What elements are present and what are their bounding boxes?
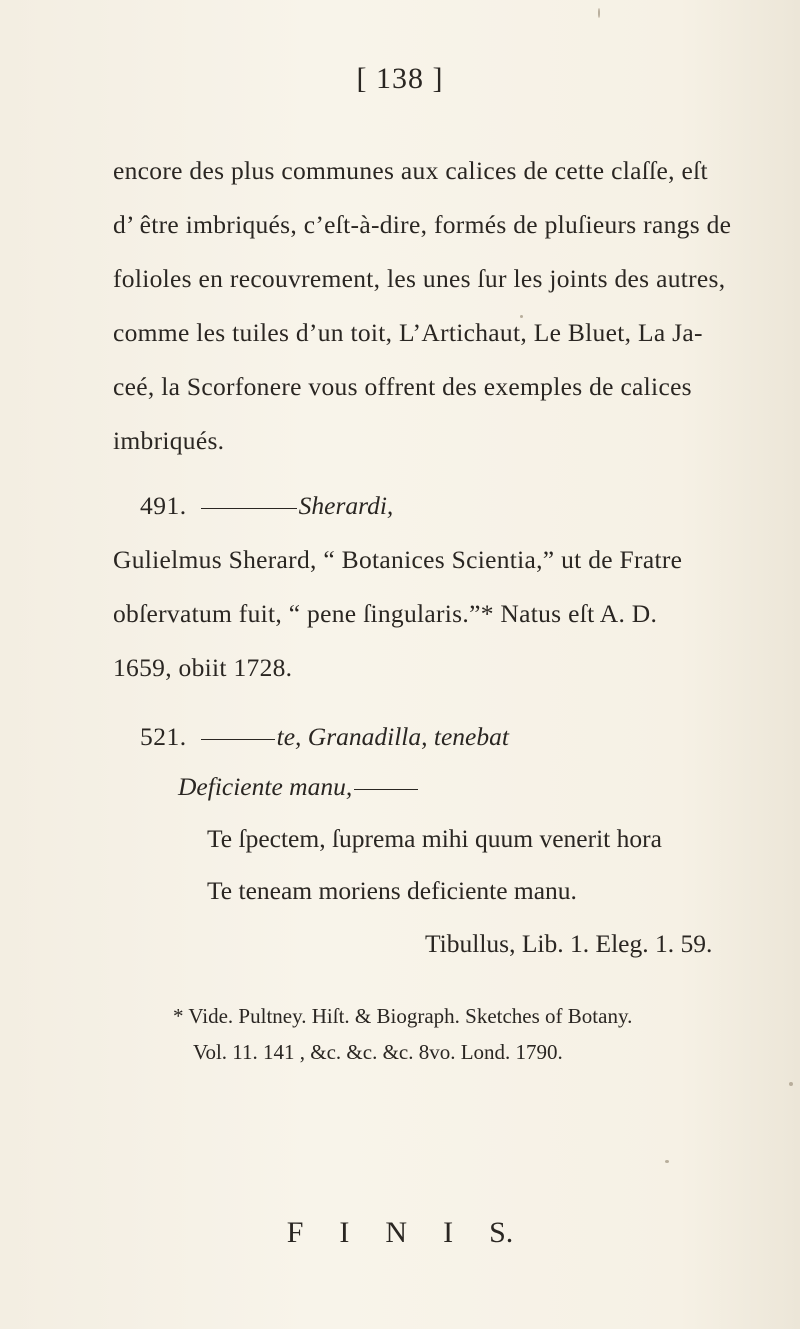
finis-letter: S. [489,1216,514,1249]
verse-line: Te ſpectem, ſuprema mihi quum venerit hora [207,824,662,853]
verse-line [178,772,418,802]
finis-letter: I [339,1216,350,1249]
finis [0,1216,800,1250]
text-line: imbriqués. [113,426,225,455]
lemma-text: Sherardi, [298,491,394,520]
text-line: ceé, la Scorfonere vous offrent des exemples de calices [113,372,692,401]
verse-citation: Tibullus, Lib. 1. Eleg. 1. 59. [425,929,713,958]
text-line: encore des plus communes aux calices de cette claſſe, eſt [113,156,708,185]
text-line: 1659, obiit 1728. [113,653,293,682]
note-heading [140,722,509,752]
text-line: obſervatum fuit, “ pene ſingularis.”* Natus eſt A. D. [113,599,658,628]
paper-blemish [789,1082,793,1086]
verse-line: Te teneam moriens deficiente manu. [207,876,577,905]
verse-dash [354,789,418,790]
verse-text: Deficiente manu, [178,772,353,801]
lemma-dash [201,739,275,740]
note-number: 491. [140,491,187,520]
lemma-text: te, Granadilla, tenebat [276,722,509,751]
finis-letter: F [286,1216,304,1249]
finis-letter: N [385,1216,408,1249]
text-line: d’ être imbriqués, c’eſt-à-dire, formés de pluſieurs rangs de [113,210,732,239]
finis-letter: I [443,1216,454,1249]
footnote-line: Vol. 11. 141 , &c. &c. &c. 8vo. Lond. 1790. [193,1040,563,1064]
paper-blemish [665,1160,669,1163]
text-line: comme les tuiles d’un toit, L’Artichaut, Le Bluet, La Ja- [113,318,703,347]
lemma-dash [201,508,297,509]
note-heading [140,491,393,521]
text-line: Gulielmus Sherard, “ Botanices Scientia,” ut de Fratre [113,545,683,574]
text-line: folioles en recouvrement, les unes ſur les joints des autres, [113,264,726,293]
page-number: [ 138 ] [356,62,444,95]
paper-blemish [520,315,523,318]
note-number: 521. [140,722,187,751]
footnote-line: * Vide. Pultney. Hiſt. & Biograph. Sketches of Botany. [173,1004,633,1028]
paper-blemish [598,8,600,18]
